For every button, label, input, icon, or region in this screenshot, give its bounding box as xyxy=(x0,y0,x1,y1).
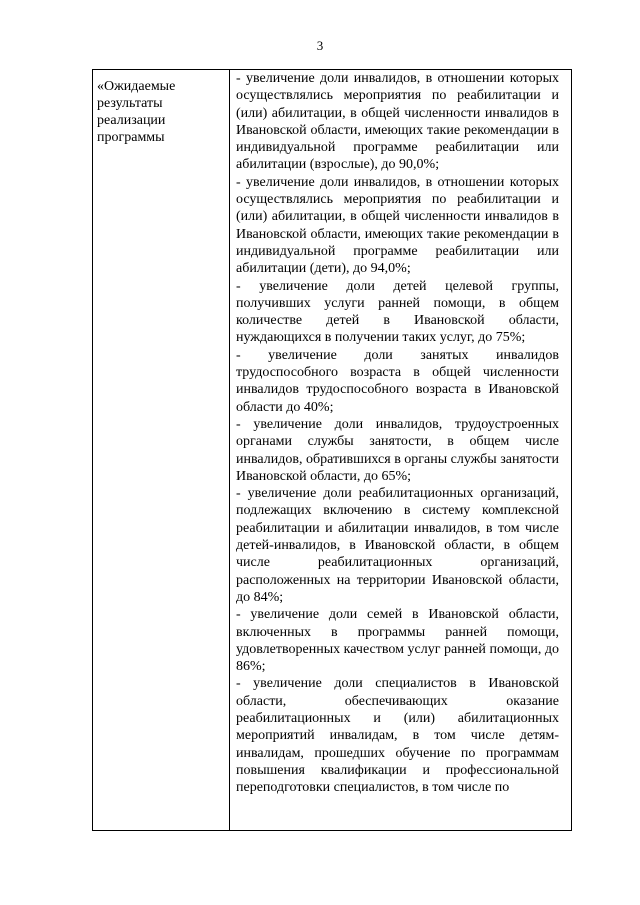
list-item: - увеличение доли инвалидов, в отношении которых осуществлялись мероприятия по реабилитации и (или) абилитации, в общей численности инвалидов в Ивановской области, имеющих такие рекомендации в индивидуальной программе реабилитации или абилитации (взрослые), до 90,0%; xyxy=(236,71,559,173)
list-item: - увеличение доли специалистов в Ивановской области, обеспечивающих оказание реабилитационных и (или) абилитационных мероприятий инвалидам, в том числе детям-инвалидам, прошедших обучение по программам повышения квалификации и профессиональной переподготовки специалистов, в том числе по xyxy=(236,676,559,796)
list-item: - увеличение доли инвалидов, трудоустроенных органами службы занятости, в общем числе инвалидов, обратившихся в органы службы занятости Ивановской области, до 65%; xyxy=(236,416,559,484)
label-column xyxy=(93,70,230,830)
page-number: 3 xyxy=(316,38,324,53)
row-label: «Ожидаемые результаты реализации программы xyxy=(97,79,176,145)
results-table xyxy=(92,69,572,831)
list-item: - увеличение доли реабилитационных организаций, подлежащих включению в систему комплексной реабилитации и абилитации инвалидов, в том числе детей-инвалидов, в Ивановской области, в общем числе реабилитационных организаций, расположенных на территории Ивановской области, до 84%; xyxy=(236,486,559,605)
content-column xyxy=(230,70,571,830)
list-item: - увеличение доли семей в Ивановской области, включенных в программы ранней помощи, удовлетворенных качеством услуг ранней помощи, до 86%; xyxy=(236,607,559,675)
list-item: - увеличение доли инвалидов, в отношении которых осуществлялись мероприятия по реабилитации и (или) абилитации, в общей численности инвалидов в Ивановской области, имеющих такие рекомендации в индивидуальной программе реабилитации или абилитации (дети), до 94,0%; xyxy=(236,174,559,277)
list-item: - увеличение доли детей целевой группы, получивших услуги ранней помощи, в общем количестве детей в Ивановской области, нуждающихся в получении таких услуг, до 75%; xyxy=(236,278,559,346)
list-item: - увеличение доли занятых инвалидов трудоспособного возраста в общей численности инвалидов трудоспособного возраста в Ивановской области до 40%; xyxy=(236,347,559,415)
